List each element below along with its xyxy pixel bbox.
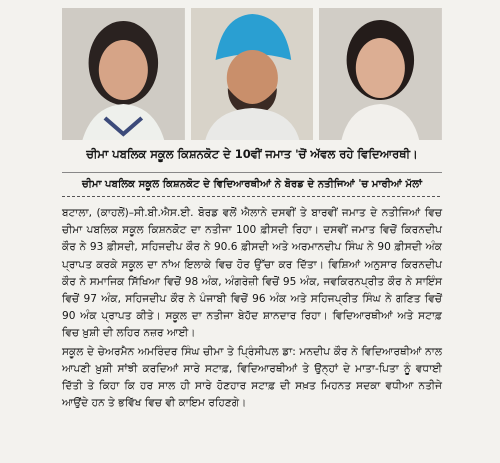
- headline-rule: [62, 196, 442, 197]
- student-photo-center-image: [191, 8, 314, 140]
- article-paragraph: ਸਕੂਲ ਦੇ ਚੇਅਰਮੈਨ ਅਮਰਿੰਦਰ ਸਿੰਘ ਚੀਮਾ ਤੇ ਪ੍ਰਿੰਸੀਪਲ ਡਾ: ਮਨਦੀਪ ਕੌਰ ਨੇ ਵਿਦਿਆਰਥੀਆਂ ਨਾਲ ਆਪਣੀ ਖ਼ੁਸ਼ੀ ਸਾਂਝੀ ਕਰਦਿਆਂ ਸਾਰੇ ਸਟਾਫ਼, ਵਿਦਿਆਰਥੀਆਂ ਤੇ ਉਨ੍ਹਾਂ ਦੇ ਮਾਤਾ-ਪਿਤਾ ਨੂੰ ਵਧਾਈ ਦਿੱਤੀ ਤੇ ਕਿਹਾ ਕਿ ਹਰ ਸਾਲ ਹੀ ਸਾਰੇ ਹੋਣਹਾਰ ਸਟਾਫ਼ ਦੀ ਸਖ਼ਤ ਮਿਹਨਤ ਸਦਕਾ ਵਧੀਆ ਨਤੀਜੇ ਆਉਂਦੇ ਹਨ ਤੇ ਭਵਿੱਖ ਵਿਚ ਵੀ ਕਾਇਮ ਰਹਿਣਗੇ।: [62, 345, 442, 410]
- article-headline: ਚੀਮਾ ਪਬਲਿਕ ਸਕੂਲ ਕਿਸ਼ਨਕੋਟ ਦੇ ਵਿਦਿਆਰਥੀਆਂ ਨੇ ਬੋਰਡ ਦੇ ਨਤੀਜਿਆਂ 'ਚ ਮਾਰੀਆਂ ਮੱਲਾਂ: [81, 179, 423, 190]
- article-body: [62, 205, 442, 412]
- caption-divider: [62, 172, 442, 173]
- photo-caption: ਚੀਮਾ ਪਬਲਿਕ ਸਕੂਲ ਕਿਸ਼ਨਕੋਟ ਦੇ 10ਵੀਂ ਜਮਾਤ 'ਚੋਂ ਅੱਵਲ ਰਹੇ ਵਿਦਿਆਰਥੀ।: [86, 147, 418, 161]
- student-photo-left-image: [62, 8, 185, 140]
- student-photo-right-image: [319, 8, 442, 140]
- article-paragraph: ਬਟਾਲਾ, (ਕਾਹਲੋਂ)–ਸੀ.ਬੀ.ਐਸ.ਈ. ਬੋਰਡ ਵਲੋਂ ਐਲਾਨੇ ਦਸਵੀਂ ਤੇ ਬਾਰਵੀਂ ਜਮਾਤ ਦੇ ਨਤੀਜਿਆਂ ਵਿਚ ਚੀਮਾ ਪਬਲਿਕ ਸਕੂਲ ਕਿਸ਼ਨਕੋਟ ਦਾ ਨਤੀਜਾ 100 ਫ਼ੀਸਦੀ ਰਿਹਾ। ਦਸਵੀਂ ਜਮਾਤ ਵਿਚੋਂ ਕਿਰਨਦੀਪ ਕੌਰ ਨੇ 93 ਫ਼ੀਸਦੀ, ਸਹਿਜਦੀਪ ਕੌਰ ਨੇ 90.6 ਫ਼ੀਸਦੀ ਅਤੇ ਅਰਮਾਨਦੀਪ ਸਿੰਘ ਨੇ 90 ਫ਼ੀਸਦੀ ਅੰਕ ਪ੍ਰਾਪਤ ਕਰਕੇ ਸਕੂਲ ਦਾ ਨਾਂਅ ਇਲਾਕੇ ਵਿਚ ਹੋਰ ਉੱਚਾ ਕਰ ਦਿੱਤਾ। ਵਿਸ਼ਿਆਂ ਅਨੁਸਾਰ ਕਿਰਨਦੀਪ ਕੌਰ ਨੇ ਸਮਾਜਿਕ ਸਿੱਖਿਆ ਵਿਚੋਂ 98 ਅੰਕ, ਅੰਗਰੇਜ਼ੀ ਵਿਚੋਂ 95 ਅੰਕ, ਜਵਕਿਰਨਪ੍ਰੀਤ ਕੌਰ ਨੇ ਸਾਇੰਸ ਵਿਚੋਂ 97 ਅੰਕ, ਸਹਿਜਦੀਪ ਕੌਰ ਨੇ ਪੰਜਾਬੀ ਵਿਚੋਂ 96 ਅੰਕ ਅਤੇ ਸਹਿਜਪ੍ਰੀਤ ਸਿੰਘ ਨੇ ਗਣਿਤ ਵਿਚੋਂ 90 ਅੰਕ ਪ੍ਰਾਪਤ ਕੀਤੇ। ਸਕੂਲ ਦਾ ਨਤੀਜਾ ਬੇਹੱਦ ਸ਼ਾਨਦਾਰ ਰਿਹਾ। ਵਿਦਿਆਰਥੀਆਂ ਅਤੇ ਸਟਾਫ਼ ਵਿਚ ਖ਼ੁਸ਼ੀ ਦੀ ਲਹਿਰ ਨਜ਼ਰ ਆਈ।: [62, 207, 442, 340]
- student-photo-left: [62, 8, 185, 140]
- student-photo-right: [319, 8, 442, 140]
- student-photo-center: [191, 8, 314, 140]
- student-photo-strip: [62, 8, 442, 140]
